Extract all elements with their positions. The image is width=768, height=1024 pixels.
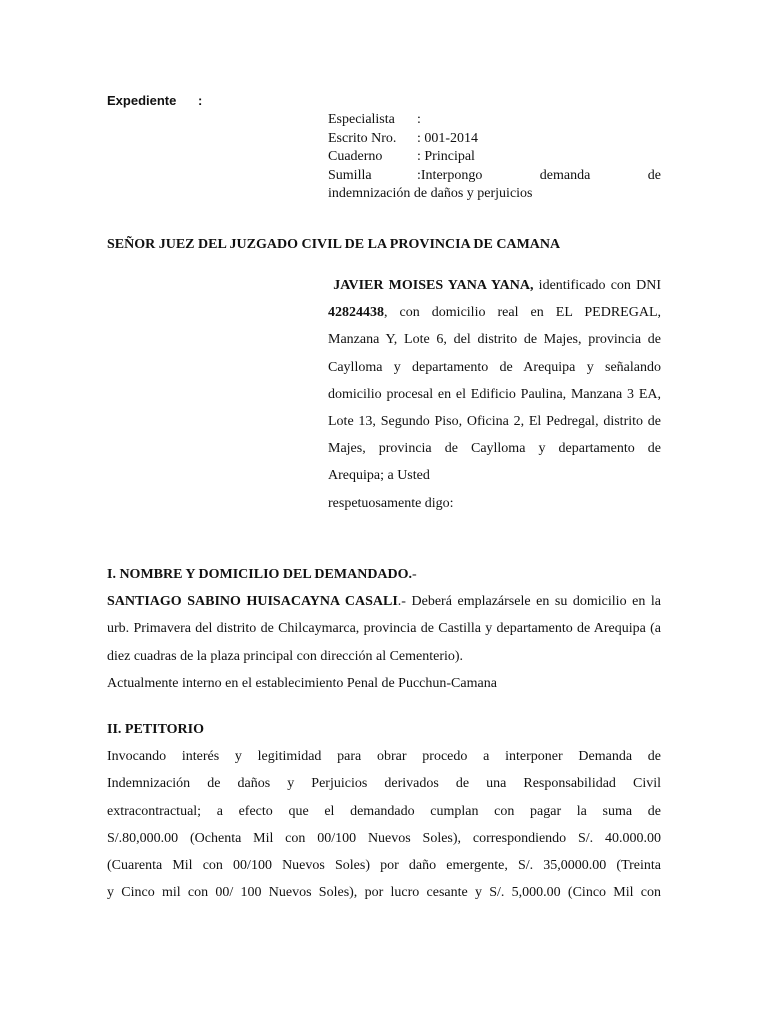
sumilla-row <box>328 167 661 186</box>
escrito-value: : 001-2014 <box>417 130 479 146</box>
cuaderno-value: : Principal <box>417 149 475 164</box>
court-address-heading: SEÑOR JUEZ DEL JUZGADO CIVIL DE LA PROVINCIA DE CAMANA <box>107 237 561 252</box>
defendant-name: SANTIAGO SABINO HUISACAYNA CASALI <box>107 594 398 610</box>
section-petitorio <box>107 716 661 906</box>
petitorio-line: (Cuarenta Mil con 00/100 Nuevos Soles) por daño emergente, S/. 35,0000.00 (Treinta <box>107 858 661 874</box>
sumilla-word-3: de <box>647 167 661 183</box>
petitorio-line: Indemnización de daños y Perjuicios derivados de una Responsabilidad Civil <box>107 776 661 792</box>
section-1-body <box>107 588 661 670</box>
plaintiff-name: JAVIER MOISES YANA YANA, <box>333 278 534 293</box>
cuaderno-row <box>328 148 661 167</box>
especialista-row <box>328 111 661 130</box>
cuaderno-label: Cuaderno <box>328 149 383 164</box>
expediente-field <box>107 93 202 108</box>
section-1-title: I. NOMBRE Y DOMICILIO DEL DEMANDADO. <box>107 567 413 582</box>
section-1-text: .- Deberá emplazársele en su domicilio en la urb. Primavera del distrito de Chilcaymarca, provincia de Castilla y departamento de Arequipa (a diez cuadras de la plaza principal con dirección al Cementerio). <box>107 594 662 664</box>
section-2-title: II. PETITORIO <box>107 722 204 737</box>
especialista-value: : <box>417 112 421 127</box>
expediente-label: Expediente <box>107 93 177 108</box>
petitorio-line: Invocando interés y legitimidad para obrar procedo a interponer Demanda de <box>107 749 661 765</box>
sumilla-continuation: indemnización de daños y perjuicios <box>328 186 533 201</box>
section-1-heading <box>107 561 661 588</box>
petitorio-line: extracontractual; a efecto que el demandado cumplan con pagar la suma de <box>107 803 661 819</box>
sumilla-word-1: :Interpongo <box>417 167 483 183</box>
plaintiff-intro-body <box>328 272 661 490</box>
section-1-last-line: Actualmente interno en el establecimiento Penal de Pucchun-Camana <box>107 675 497 691</box>
escrito-label: Escrito Nro. <box>328 130 397 146</box>
intro-text-1: identificado con DNI <box>533 278 661 293</box>
section-1-title-suffix: - <box>412 567 417 582</box>
sumilla-word-2: demanda <box>539 167 591 183</box>
especialista-label: Especialista <box>328 112 395 127</box>
expediente-separator: : <box>198 93 203 108</box>
intro-text-2: , con domicilio real en EL PEDREGAL, Manzana Y, Lote 6, del distrito de Majes, provincia de Caylloma y departamento de Arequipa y señalando domicilio procesal en el Edificio Paulina, Manzana 3 EA, Lote 13, Segundo Piso, Oficina 2, El Pedregal, distrito de Majes, provincia de Caylloma y departamento de Arequipa; a Usted <box>328 305 661 484</box>
escrito-row <box>328 130 661 149</box>
section-defendant <box>107 561 661 697</box>
case-metadata <box>328 111 661 204</box>
plaintiff-intro <box>328 272 661 517</box>
petitorio-line: S/.80,000.00 (Ochenta Mil con 00/100 Nuevos Soles), correspondiendo S/. 40.000.00 <box>107 830 661 846</box>
plaintiff-dni: 42824438 <box>328 305 384 321</box>
petitorio-line: y Cinco mil con 00/ 100 Nuevos Soles), por lucro cesante y S/. 5,000.00 (Cinco Mil con <box>107 885 661 901</box>
intro-closing: respetuosamente digo: <box>328 495 454 511</box>
sumilla-label: Sumilla <box>328 167 372 183</box>
sumilla-value <box>417 167 661 186</box>
